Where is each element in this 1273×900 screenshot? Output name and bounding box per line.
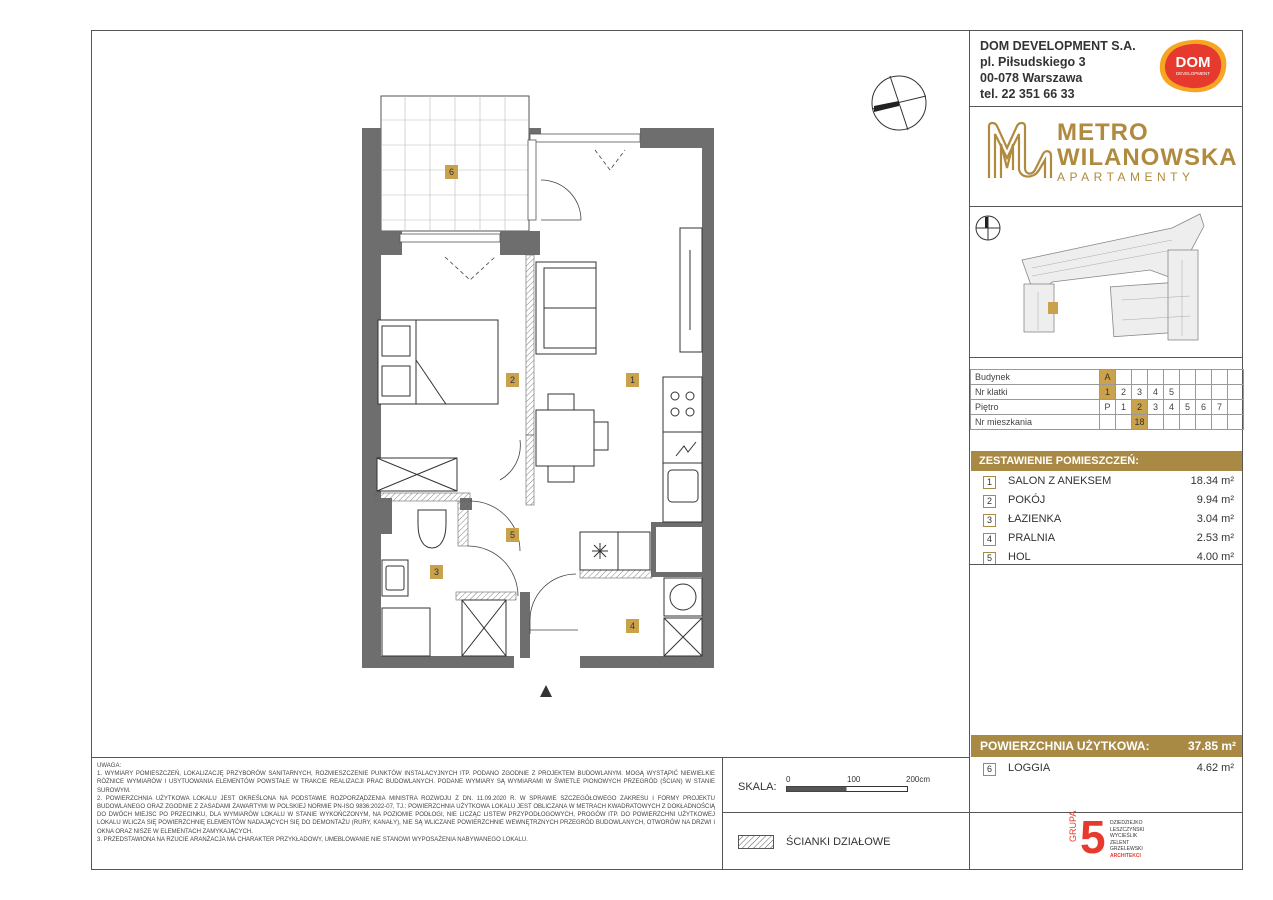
room-number: 5 [983, 552, 996, 565]
room-name: SALON Z ANEKSEM [1008, 475, 1112, 487]
company-phone: tel. 22 351 66 33 [980, 87, 1075, 101]
partition-wall-legend-icon [738, 835, 774, 849]
info-cell [1148, 415, 1164, 430]
info-cell [1228, 370, 1244, 385]
info-cell [1196, 370, 1212, 385]
architect-brand: GRUPA [1068, 810, 1078, 842]
company-info [980, 38, 1136, 102]
info-row [971, 385, 1244, 400]
info-row [971, 370, 1244, 385]
info-cell [1196, 385, 1212, 400]
usable-area-bar [971, 735, 1242, 757]
info-cell: 4 [1148, 385, 1164, 400]
architect-name-line: WYCIEŚLIK [1110, 833, 1138, 840]
note-item: 2. POWIERZCHNIA UŻYTKOWA LOKALU JEST OKREŚLONA NA PODSTAWIE ROZPORZĄDZENIA MINISTRA ROZWOJU Z DN. 11.09.2020 R. W SPRAWIE SZCZEGÓŁOWEGO ZAKRESU I FORMY PROJEKTU BUDOWLANEGO ORAZ ZGODNIE Z ZASADAMI ZAWARTYMI W POLSKIEJ NORMIE PN-ISO 9836:2022-07, TJ.: POWIERZCHNIA UŻYTKOWA LOKALU JEST OBLICZANA W METRACH KWADRATOWYCH Z DOKŁADNOŚCIĄ DO DWÓCH MIEJSC PO PRZECINKU, DLA WYMIARÓW LOKALU W STANIE WYKOŃCZONYM, NA POZIOMIE PODŁOGI, NIE LICZĄC LISTEW PRZYPODŁOGOWYCH, PROGÓW ITP. DO POWIERZCHNI UŻYTKOWEJ LOKALU WLICZA SIĘ POWIERZCHNIĘ ELEMENTÓW NADAJĄCYCH SIĘ DO DEMONTAŻU (RURY, KANAŁY), NIE SĄ WLICZANE POWIERZCHNIE WEWNĘTRZNYCH PRZEGRÓD BUDOWLANYCH, OTWORÓW NA DRZWI I OKNA ORAZ NISZE W ELEMENTACH ZAMYKAJĄCYCH. [97, 795, 715, 835]
project-logo-mark [985, 118, 1053, 182]
room-name: POKÓJ [1008, 494, 1046, 506]
room-area: 18.34 m² [1190, 475, 1234, 487]
info-cell [1228, 400, 1244, 415]
room-row [983, 531, 1238, 547]
info-cell [1212, 415, 1228, 430]
north-arrow-icon [870, 74, 930, 134]
info-cell [1164, 370, 1180, 385]
info-cell: 6 [1196, 400, 1212, 415]
info-cell: 18 [1132, 415, 1148, 430]
info-cell: P [1100, 400, 1116, 415]
info-row-label: Budynek [971, 370, 1100, 385]
sofa [536, 262, 596, 354]
company-name: DOM DEVELOPMENT S.A. [980, 39, 1136, 53]
info-cell: 5 [1164, 385, 1180, 400]
room-row [983, 474, 1238, 490]
room-tag-5: 5 [506, 528, 519, 542]
scale-tick-100: 100 [847, 775, 861, 784]
room-name: ŁAZIENKA [1008, 513, 1062, 525]
info-cell: 5 [1180, 400, 1196, 415]
dom-development-logo [1156, 38, 1230, 94]
legend-label: ŚCIANKI DZIAŁOWE [786, 836, 891, 848]
loggia-number: 6 [983, 763, 996, 776]
scale-label: SKALA: [738, 781, 777, 793]
architect-divider [969, 812, 1243, 813]
notes-block [97, 762, 715, 844]
note-item: 3. PRZEDSTAWIONA NA RZUCIE ARANŻACJA MA CHARAKTER PRZYKŁADOWY, UMEBLOWANIE NIE STANOWI WYPOSAŻENIA NABYWANEGO LOKALU. [97, 836, 528, 843]
room-name: PRALNIA [1008, 532, 1056, 544]
info-cell: A [1100, 370, 1116, 385]
info-cell [1148, 370, 1164, 385]
info-cell [1180, 370, 1196, 385]
company-street: pl. Piłsudskiego 3 [980, 55, 1086, 69]
scale-tick-200: 200cm [906, 775, 931, 784]
architect-names [1110, 820, 1144, 860]
room-area: 9.94 m² [1196, 494, 1234, 506]
usable-area-value: 37.85 m² [1187, 739, 1236, 753]
info-cell [1100, 415, 1116, 430]
project-logo [985, 118, 1238, 188]
room-tag-6: 6 [445, 165, 458, 179]
notes-divider [722, 757, 723, 870]
architect-name-line: LESZCZYŃSKI [1110, 826, 1145, 833]
info-cell [1116, 415, 1132, 430]
right-panel-divider [969, 30, 970, 870]
entrance-arrow-icon [540, 685, 552, 697]
room-area: 4.00 m² [1196, 551, 1234, 563]
apartment-location-marker [1048, 302, 1058, 314]
keyplan-divider [969, 357, 1243, 358]
info-cell [1180, 415, 1196, 430]
architect-logo [1068, 810, 1158, 866]
info-cell [1228, 385, 1244, 400]
architect-name-line: ARCHITEKCI [1110, 852, 1141, 859]
info-cell [1116, 370, 1132, 385]
company-city: 00-078 Warszawa [980, 71, 1083, 85]
room-tag-2: 2 [506, 373, 519, 387]
note-item: 1. WYMIARY POMIESZCZEŃ, LOKALIZACJĘ PRZYBORÓW SANITARNYCH, ROZMIESZCZENIE PUNKTÓW INSTALACYJNYCH ITP. PODANO ZGODNIE Z PROJEKTEM BUDOWLANYM. MOGĄ WYSTĄPIĆ NIEWIELKIE RÓŻNICE WYMIARÓW I USYTUOWANIA ELEMENTÓW POWSTAŁE W TRAKCIE REALIZACJI PRAC BUDOWLANYCH. PODANE WYMIARY SĄ WYMIARAMI W ŚWIETLE PIONOWYCH PRZEGRÓD (ŚCIAN) W STANIE SUROWYM. [97, 771, 715, 794]
rooms-header: ZESTAWIENIE POMIESZCZEŃ: [971, 451, 1242, 471]
scale-tick-0: 0 [786, 775, 791, 784]
info-cell [1228, 415, 1244, 430]
info-cell [1212, 370, 1228, 385]
architect-digit: 5 [1080, 811, 1106, 863]
info-cell: 3 [1132, 385, 1148, 400]
info-cell: 4 [1164, 400, 1180, 415]
logo-divider [969, 206, 1243, 207]
info-cell: 2 [1116, 385, 1132, 400]
info-cell [1196, 415, 1212, 430]
info-cell [1212, 385, 1228, 400]
info-cell: 2 [1132, 400, 1148, 415]
room-number: 1 [983, 476, 996, 489]
info-row-label: Piętro [971, 400, 1100, 415]
info-row-label: Nr klatki [971, 385, 1100, 400]
kitchen [663, 377, 702, 522]
info-cell: 1 [1100, 385, 1116, 400]
room-area: 2.53 m² [1196, 532, 1234, 544]
building-key-plan [972, 210, 1240, 355]
architect-name-line: DZIEDZIEJKO [1110, 820, 1143, 826]
info-cell: 1 [1116, 400, 1132, 415]
room-tag-1: 1 [626, 373, 639, 387]
scale-legend-divider [722, 812, 969, 813]
room-tag-3: 3 [430, 565, 443, 579]
svg-text:DEVELOPMENT: DEVELOPMENT [1175, 71, 1211, 76]
loggia-row [983, 761, 1238, 777]
dining-table [536, 394, 608, 482]
room-number: 3 [983, 514, 996, 527]
info-cell: 3 [1148, 400, 1164, 415]
rooms-list-bottom [969, 564, 1243, 565]
notes-title: UWAGA: [97, 763, 122, 769]
loggia-area: 4.62 m² [1196, 762, 1234, 774]
scale-bar [786, 785, 908, 793]
apartment-info-table [970, 369, 1244, 430]
info-cell [1180, 385, 1196, 400]
loggia [381, 96, 529, 231]
info-cell [1132, 370, 1148, 385]
bottom-panel-divider [91, 757, 969, 758]
info-row [971, 415, 1244, 430]
room-number: 2 [983, 495, 996, 508]
info-row [971, 400, 1244, 415]
usable-area-label: POWIERZCHNIA UŻYTKOWA: [980, 739, 1150, 753]
floor-plan [350, 92, 720, 712]
bed [378, 320, 498, 404]
architect-name-line: GRZELEWSKI [1110, 846, 1143, 853]
info-row-label: Nr mieszkania [971, 415, 1100, 430]
room-row [983, 493, 1238, 509]
info-cell: 7 [1212, 400, 1228, 415]
info-cell [1164, 415, 1180, 430]
room-row [983, 512, 1238, 528]
room-number: 4 [983, 533, 996, 546]
project-title: METRO WILANOWSKA [1057, 119, 1238, 171]
project-subtitle: APARTAMENTY [1057, 170, 1195, 184]
key-plan-compass-icon [976, 216, 1000, 240]
loggia-name: LOGGIA [1008, 762, 1051, 774]
room-area: 3.04 m² [1196, 513, 1234, 525]
room-name: HOL [1008, 551, 1031, 563]
svg-text:DOM: DOM [1175, 54, 1211, 71]
architect-name-line: ZELENT [1110, 839, 1130, 846]
room-tag-4: 4 [626, 619, 639, 633]
header-divider [969, 106, 1243, 107]
